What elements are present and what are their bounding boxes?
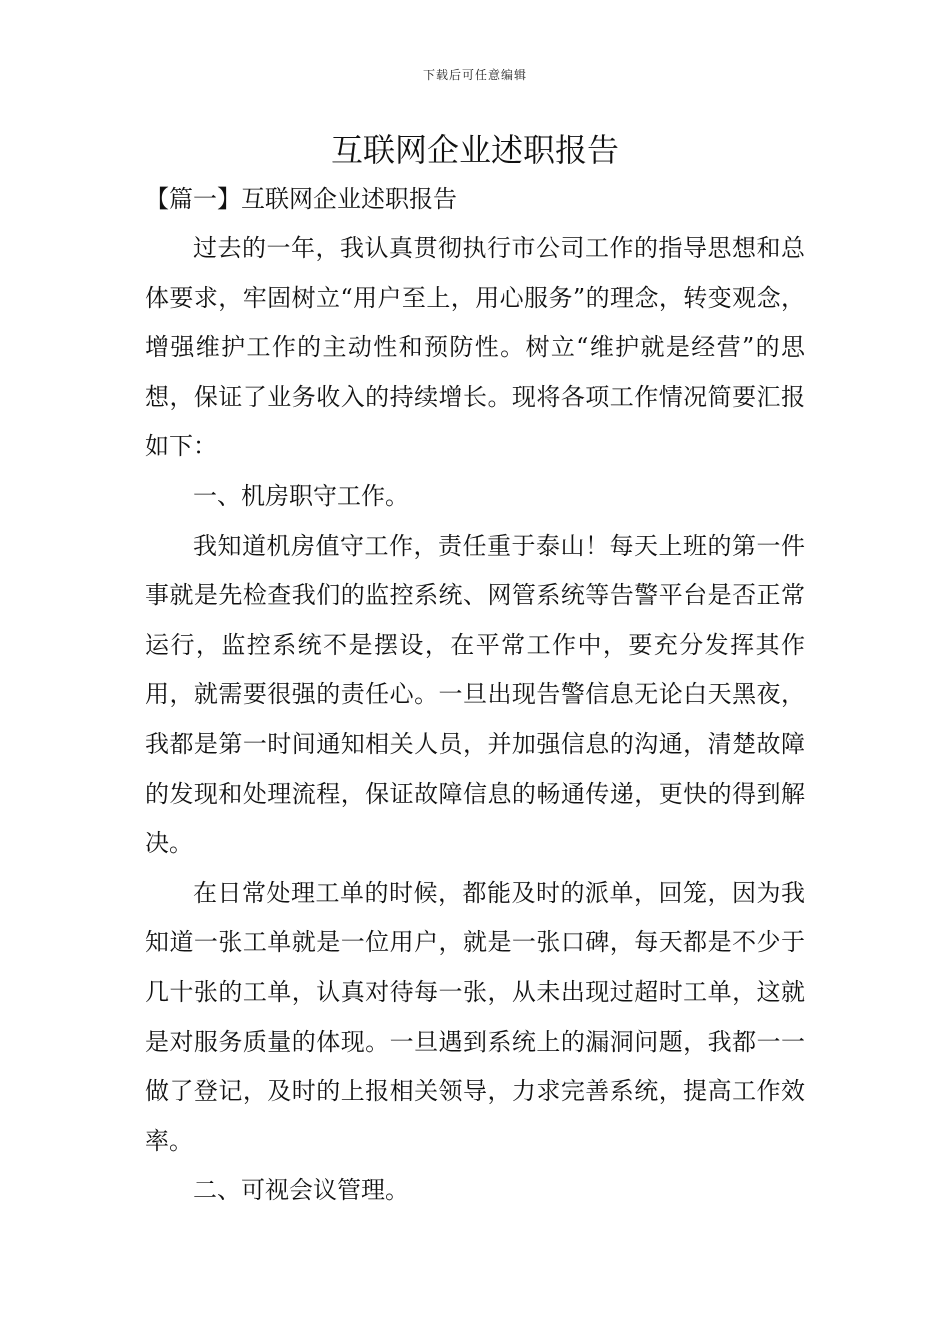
paragraph-machine-room: 我知道机房值守工作，责任重于泰山！每天上班的第一件事就是先检查我们的监控系统、网管系统等告警平台是否正常运行，监控系统不是摆设，在平常工作中，要充分发挥其作用，就需要很强的责任心。一旦出现告警信息无论白天黑夜，我都是第一时间通知相关人员，并加强信息的沟通，清楚故障的发现和处理流程，保证故障信息的畅通传递，更快的得到解决。	[145, 531, 805, 858]
subheading-machine-room: 一、机房职守工作。	[193, 481, 409, 510]
document-title: 互联网企业述职报告	[330, 131, 619, 169]
page-header-note: 下载后可任意编辑	[422, 68, 527, 82]
section-heading: 【篇一】互联网企业述职报告	[145, 185, 457, 213]
subheading-video-conference: 二、可视会议管理。	[193, 1176, 409, 1205]
document-body	[145, 224, 805, 1216]
paragraph-work-orders: 在日常处理工单的时候，都能及时的派单，回笼，因为我知道一张工单就是一位用户，就是一张口碑，每天都是不少于几十张的工单，认真对待每一张，从未出现过超时工单，这就是对服务质量的体现。一旦遇到系统上的漏洞问题，我都一一做了登记，及时的上报相关领导，力求完善系统，提高工作效率。	[145, 878, 805, 1155]
paragraph-intro: 过去的一年，我认真贯彻执行市公司工作的指导思想和总体要求，牢固树立“用户至上，用心服务”的理念，转变观念，增强维护工作的主动性和预防性。树立“维护就是经营”的思想，保证了业务收入的持续增长。现将各项工作情况简要汇报如下：	[145, 234, 805, 461]
